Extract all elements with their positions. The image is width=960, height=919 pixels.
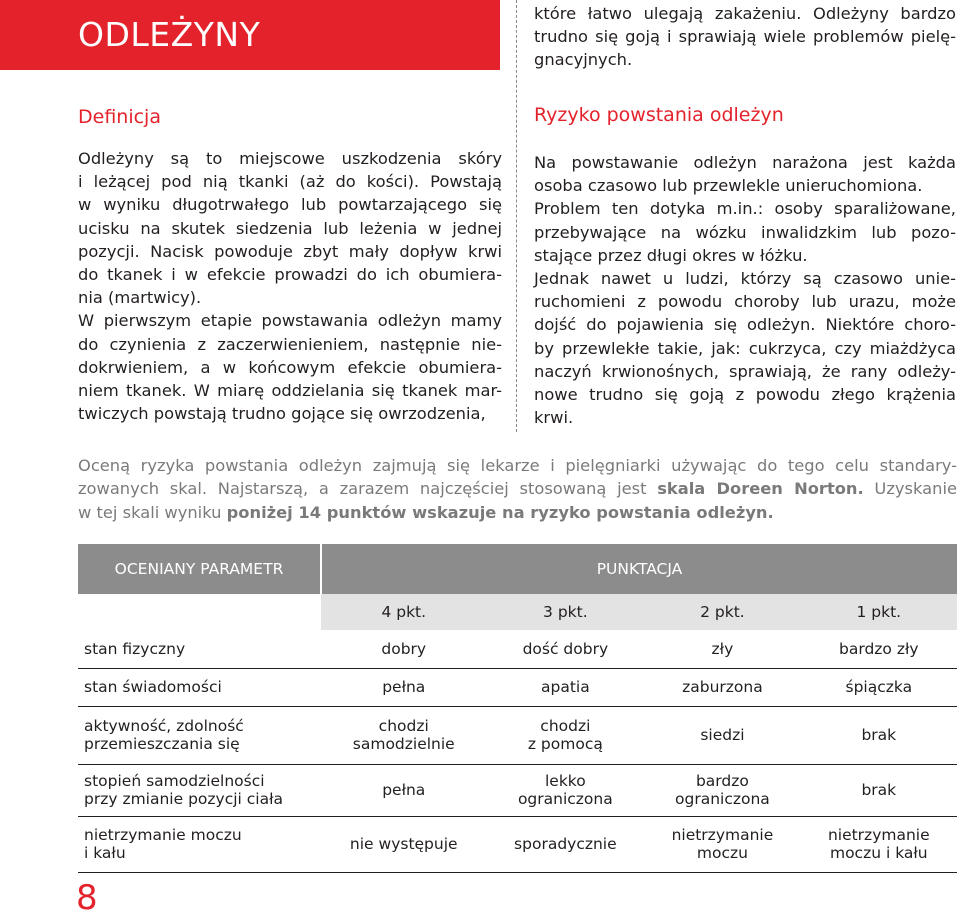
score-cell	[486, 630, 644, 668]
risk-threshold: poniżej 14 punktów wskazuje na ryzyko powstania odleżyn.	[226, 502, 774, 522]
parameter-label	[78, 764, 321, 816]
page-title: ODLEŻYNY	[78, 15, 261, 54]
score-cell	[801, 630, 957, 668]
risk-line: krwi.	[534, 408, 574, 428]
score-cell	[486, 706, 644, 764]
score-cell-line: brak	[861, 726, 897, 744]
intro-line-2: zowanych skal. Najstarszą, a zarazem najczęściej stosowaną jest skala Doreen Norton. Uzyskanie	[78, 479, 957, 499]
score-cell-line: z pomocą	[527, 735, 603, 753]
parameter-label-line: stan świadomości	[84, 678, 222, 696]
risk-line: Problem ten dotyka m.in.: osoby sparaliżowane,	[534, 199, 956, 219]
score-cell-line: apatia	[541, 678, 590, 696]
definition-line: Odleżyny są to miejscowe uszkodzenia skóry	[78, 149, 502, 168]
definition-line: pozycji. Nacisk powoduje zbyt mały dopływ krwi	[78, 241, 502, 261]
continuation-paragraph	[534, 2, 956, 72]
score-cell	[321, 816, 486, 872]
score-cell-line: bardzo zły	[839, 639, 919, 658]
page-number: 8	[76, 878, 98, 918]
parameter-label	[78, 668, 321, 706]
definition-line: W pierwszym etapie powstawania odleżyn mamy	[78, 311, 502, 331]
score-cell-line: moczu	[696, 844, 748, 862]
score-cell-line: chodzi	[378, 717, 429, 735]
score-cell-line: siedzi	[700, 726, 745, 744]
points-row	[78, 594, 957, 630]
score-cell-line: zły	[711, 639, 734, 658]
points-1: 1 pkt.	[801, 594, 957, 630]
score-cell-line: dość dobry	[522, 639, 609, 658]
parameter-label	[78, 630, 321, 668]
parameter-label	[78, 706, 321, 764]
score-cell	[801, 706, 957, 764]
table-row	[78, 630, 957, 668]
score-cell-line: pełna	[382, 678, 426, 696]
parameter-label-line: nietrzymanie moczu	[84, 826, 242, 844]
score-cell	[644, 668, 800, 706]
score-cell	[644, 706, 800, 764]
continuation-line: trudno się goją i sprawiają wiele problemów pielę-	[534, 27, 956, 47]
header-points: PUNKTACJA	[321, 544, 957, 594]
risk-line: nowe trudno się goją z powodu złego krążenia	[534, 385, 956, 405]
definition-heading: Definicja	[78, 106, 161, 128]
score-cell	[321, 630, 486, 668]
score-cell	[644, 764, 800, 816]
definition-line: dokrwieniem, a w końcowym efekcie obumiera-	[78, 357, 502, 377]
score-cell	[644, 816, 800, 872]
score-cell-line: nietrzymanie	[671, 826, 774, 844]
score-cell-line: śpiączka	[845, 678, 913, 696]
points-3: 3 pkt.	[486, 594, 644, 630]
score-cell-line: chodzi	[540, 717, 591, 735]
score-cell	[486, 816, 644, 872]
score-cell-line: pełna	[382, 781, 426, 799]
score-cell-line: ograniczona	[675, 790, 770, 808]
score-cell-line: ograniczona	[517, 790, 613, 808]
risk-line: dojść do pojawienia się odleżyn. Niektóre choro-	[534, 315, 956, 335]
table-row	[78, 816, 957, 872]
score-cell	[801, 764, 957, 816]
definition-line: niem tkanek. W miarę oddzielania się tkanek mar-	[78, 381, 502, 401]
score-cell	[321, 668, 486, 706]
score-cell	[486, 668, 644, 706]
definition-line: i leżącej pod nią tkanki (aż do kości). Powstają	[78, 172, 502, 192]
continuation-line: gnacyjnych.	[534, 50, 633, 70]
risk-line: stające przez długi okres w łóżku.	[534, 245, 808, 265]
parameter-label-line: stopień samodzielności	[84, 772, 265, 790]
scale-name: skala Doreen Norton.	[657, 479, 864, 499]
intro-line-3: w tej skali wyniku poniżej 14 punktów wskazuje na ryzyko powstania odleżyn.	[78, 502, 774, 522]
score-cell-line: sporadycznie	[514, 835, 617, 853]
score-cell-line: lekko	[544, 772, 586, 790]
table-row	[78, 764, 957, 816]
norton-scale-table	[78, 544, 957, 873]
score-cell-line: brak	[861, 781, 897, 799]
risk-line: Jednak nawet u ludzi, którzy są czasowo unie-	[534, 269, 956, 289]
score-cell	[801, 816, 957, 872]
intro-paragraph	[78, 454, 957, 524]
score-cell-line: bardzo	[695, 772, 749, 790]
score-cell-line: samodzielnie	[352, 735, 455, 753]
risk-line: osoba czasowo lub przewlekle unieruchomiona.	[534, 176, 923, 196]
column-divider	[516, 0, 517, 432]
risk-line: naczyń krwionośnych, sprawiają, że rany odleży-	[534, 361, 956, 381]
parameter-label-line: i kału	[84, 844, 126, 862]
risk-paragraph	[534, 151, 956, 429]
parameter-label	[78, 816, 321, 872]
score-cell	[644, 630, 800, 668]
table-row	[78, 668, 957, 706]
score-cell-line: nie występuje	[349, 835, 458, 853]
table-row	[78, 706, 957, 764]
definition-line: ucisku na skutek siedzenia lub leżenia w jednej	[78, 218, 502, 238]
definition-line: twiczych powstają trudno gojące się owrzodzenia,	[78, 404, 486, 424]
header-parameter: OCENIANY PARAMETR	[78, 544, 321, 594]
score-cell	[486, 764, 644, 816]
definition-paragraph	[78, 147, 502, 425]
score-cell-line: moczu i kału	[829, 844, 928, 862]
definition-line: w wyniku długotrwałego lub powtarzającego się	[78, 195, 502, 215]
score-cell	[801, 668, 957, 706]
title-band	[0, 0, 500, 70]
definition-line: do tkanek i w efekcie prowadzi do ich obumiera-	[78, 265, 502, 285]
risk-line: ruchomieni z powodu choroby lub urazu, może	[534, 292, 956, 312]
risk-line: przebywające na wózku inwalidzkim lub pozo-	[534, 222, 956, 242]
score-cell	[321, 706, 486, 764]
points-4: 4 pkt.	[321, 594, 486, 630]
definition-line: do czynienia z zaczerwienieniem, następnie nie-	[78, 334, 502, 354]
continuation-line: które łatwo ulegają zakażeniu. Odleżyny bardzo	[534, 4, 956, 23]
risk-heading: Ryzyko powstania odleżyn	[534, 104, 784, 126]
parameter-label-line: przy zmianie pozycji ciała	[84, 790, 284, 808]
risk-line: Na powstawanie odleżyn narażona jest każda	[534, 153, 956, 172]
intro-line-1: Oceną ryzyka powstania odleżyn zajmują się lekarze i pielęgniarki używając do tego celu standary-	[78, 456, 957, 475]
parameter-label-line: stan fizyczny	[84, 639, 186, 658]
parameter-label-line: przemieszczania się	[84, 735, 240, 753]
score-cell-line: zaburzona	[682, 678, 763, 696]
score-cell-line: dobry	[381, 639, 427, 658]
score-cell	[321, 764, 486, 816]
points-2: 2 pkt.	[644, 594, 800, 630]
definition-line: nia (martwicy).	[78, 288, 202, 308]
risk-line: by przewlekłe takie, jak: cukrzyca, czy miażdżyca	[534, 338, 956, 358]
score-cell-line: nietrzymanie	[827, 826, 930, 844]
parameter-label-line: aktywność, zdolność	[84, 717, 244, 735]
